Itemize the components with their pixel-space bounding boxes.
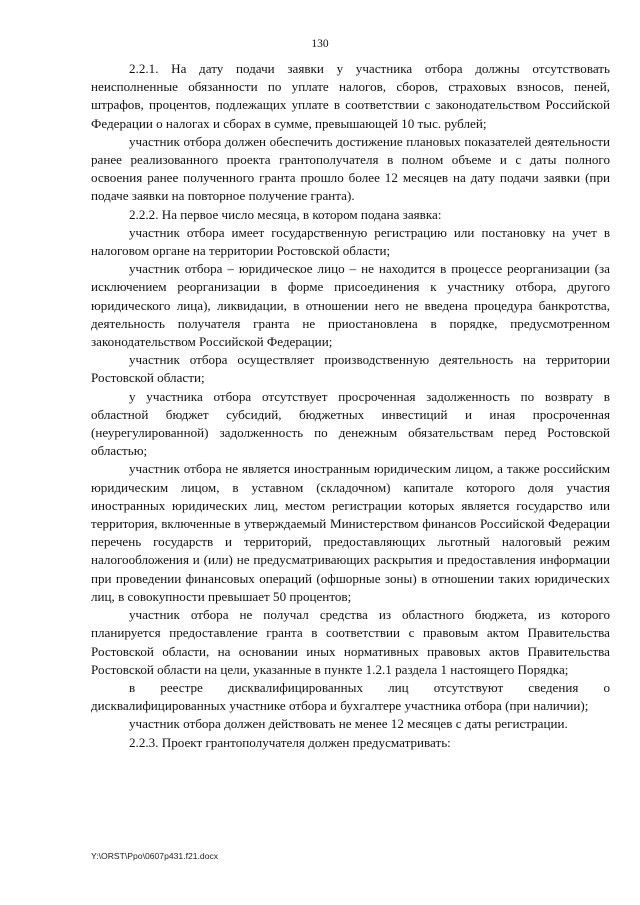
paragraph-overdue-debt: у участника отбора отсутствует просроченная задолженность по возврату в областной бюджет субсидий, бюджетных инвестиций и иная просроченная (неурегулированной) задолженность по денежным обязательствам перед Ростовской областью; [91,388,610,459]
paragraph-foreign-entity: участник отбора не является иностранным юридическим лицом, а также российским юридическим лицом, в уставном (складочном) капитале которого доля участия иностранных юридических лиц, местом регистрации которых является государство или территория, включенные в утверждаемый Министерством финансов Российской Федерации перечень государств и территорий, предоставляющих льготный налоговый режим налогообложения и (или) не предусматривающих раскрытия и предоставления информации при проведении финансовых операций (офшорные зоны) в отношении таких юридических лиц, в совокупности превышает 50 процентов; [91,461,610,604]
paragraph-plan-indicators: участник отбора должен обеспечить достижение плановых показателей деятельности ранее реализованного проекта грантополучателя в полном объеме и с даты полного освоения ранее полученного гранта прошло более 12 месяцев на дату подачи заявки (при подаче заявки на повторное получение гранта). [91,133,610,204]
paragraph-regional-budget: участник отбора не получал средства из областного бюджета, из которого планируется предоставление гранта в соответствии с правовым актом Правительства Ростовской области, на основании иных нормативных правовых актов Правительства Ростовской области на цели, указанные в пункте 1.2.1 раздела 1 настоящего Порядка; [91,607,610,677]
paragraph-registration: участник отбора имеет государственную регистрацию или постановку на учет в налоговом органе на территории Ростовской области; [91,224,610,259]
footer-file-path: Y:\ORST\Ppo\0607p431.f21.docx [91,851,219,861]
paragraph-reorganization: участник отбора – юридическое лицо – не находится в процессе реорганизации (за исключением реорганизации в форме присоединения к участнику отбора, другого юридического лица), ликвидации, в отношении него не введена процедура банкротства, деятельность получателя гранта не приостановлена в порядке, предусмотренном законодательством Российской Федерации; [91,261,610,350]
paragraph-2-2-3: 2.2.3. Проект грантополучателя должен предусматривать: [129,734,451,750]
paragraph-disqualified-register: в реестре дисквалифицированных лиц отсутствуют сведения о дисквалифицированных участнике отбора и бухгалтере участника отбора (при наличии); [91,679,610,714]
paragraph-production-activity: участник отбора осуществляет производственную деятельность на территории Ростовской области; [91,352,610,386]
paragraph-operation-period: участник отбора должен действовать не менее 12 месяцев с даты регистрации. [129,716,568,732]
paragraph-2-2-2: 2.2.2. На первое число месяца, в котором подана заявка: [129,206,442,222]
page-number: 130 [311,38,329,50]
paragraph-2-2-1: 2.2.1. На дату подачи заявки у участника отбора должны отсутствовать неисполненные обязанности по уплате налогов, сборов, страховых взносов, пеней, штрафов, процентов, подлежащих уплате в соответствии с законодательством Российской Федерации о налогах и сборах в сумме, превышающей 10 тыс. рублей; [91,61,610,131]
document-body [91,60,610,752]
